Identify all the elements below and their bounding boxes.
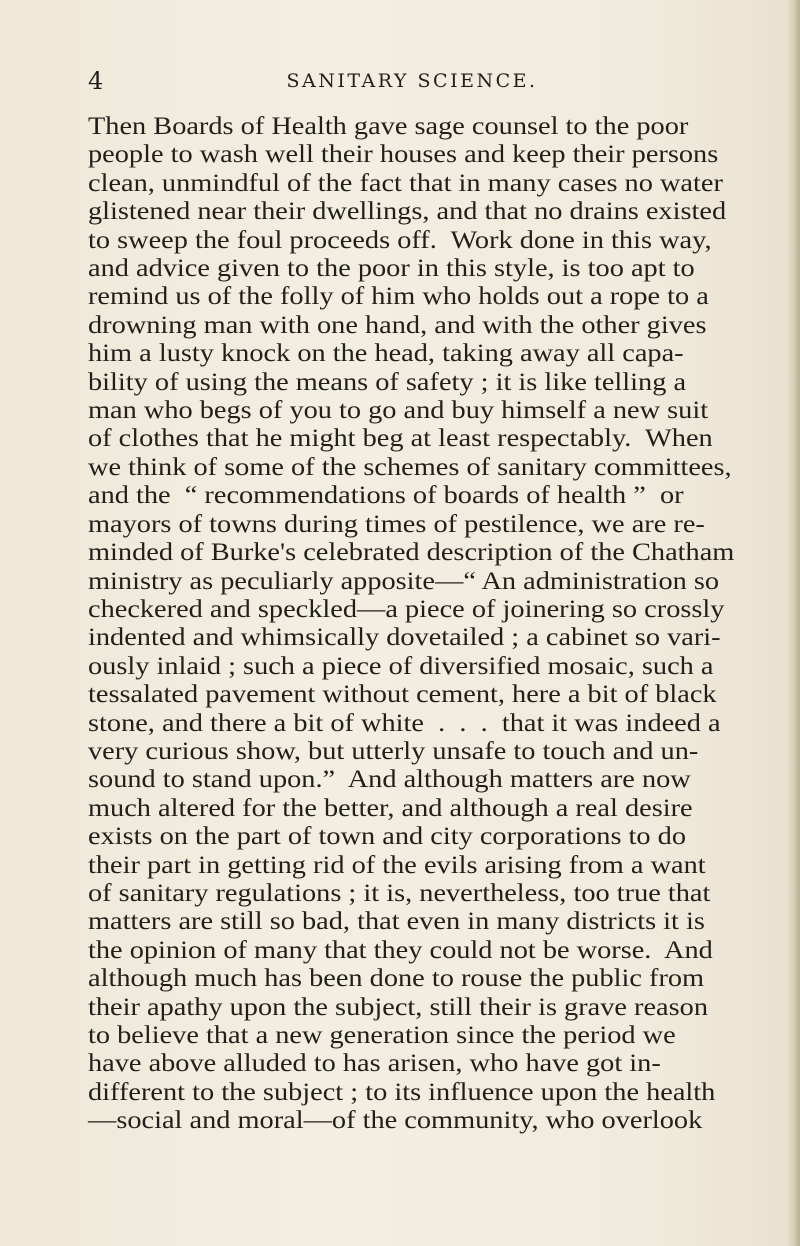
text-line: have above alluded to has arisen, who have got in- xyxy=(88,1049,661,1078)
text-line: much altered for the better, and although a real desire xyxy=(88,793,693,822)
text-line: exists on the part of town and city corporations to do xyxy=(88,822,687,851)
body-text xyxy=(88,112,736,1135)
text-line: stone, and there a bit of white . . . that it was indeed a xyxy=(88,708,721,737)
text-line: ously inlaid ; such a piece of diversified mosaic, such a xyxy=(88,651,714,680)
text-line: remind us of the folly of him who holds out a rope to a xyxy=(88,282,709,311)
running-title: SANITARY SCIENCE. xyxy=(286,70,538,92)
text-line: their part in getting rid of the evils arising from a want xyxy=(88,850,706,879)
running-header xyxy=(88,64,736,98)
text-line: and advice given to the poor in this style, is too apt to xyxy=(88,254,695,283)
text-line: the opinion of many that they could not be worse. And xyxy=(88,935,713,964)
text-line: different to the subject ; to its influence upon the health xyxy=(88,1077,716,1106)
text-line: people to wash well their houses and keep their persons xyxy=(88,140,719,169)
text-line: their apathy upon the subject, still their is grave reason xyxy=(88,992,709,1021)
text-line: checkered and speckled—a piece of joinering so crossly xyxy=(88,594,725,623)
text-line: drowning man with one hand, and with the other gives xyxy=(88,310,707,339)
text-line: Then Boards of Health gave sage counsel to the poor xyxy=(88,112,689,140)
text-line: we think of some of the schemes of sanitary committees, xyxy=(88,452,732,481)
text-line: of sanitary regulations ; it is, nevertheless, too true that xyxy=(88,878,711,907)
text-line: minded of Burke's celebrated description of the Chatham xyxy=(88,538,735,567)
text-line: man who begs of you to go and buy himself a new suit xyxy=(88,396,709,425)
text-line: bility of using the means of safety ; it is like telling a xyxy=(88,367,687,396)
text-line: matters are still so bad, that even in many districts it is xyxy=(88,907,705,936)
text-line: glistened near their dwellings, and that no drains existed xyxy=(88,197,727,226)
text-line: to sweep the foul proceeds off. Work done in this way, xyxy=(88,225,712,254)
text-line: him a lusty knock on the head, taking away all capa- xyxy=(88,339,684,368)
text-line: mayors of towns during times of pestilence, we are re- xyxy=(88,509,705,538)
text-line: and the “ recommendations of boards of health ” or xyxy=(88,481,684,510)
text-line: clean, unmindful of the fact that in many cases no water xyxy=(88,168,723,197)
text-line: of clothes that he might beg at least respectably. When xyxy=(88,424,713,453)
text-line: ministry as peculiarly apposite—“ An administration so xyxy=(88,566,720,595)
page-edge-shadow xyxy=(786,0,800,1246)
text-line: to believe that a new generation since the period we xyxy=(88,1021,676,1049)
page-number: 4 xyxy=(88,67,104,95)
text-line: sound to stand upon.” And although matters are now xyxy=(88,765,691,794)
text-line: very curious show, but utterly unsafe to touch and un- xyxy=(88,736,699,765)
text-line: —social and moral—of the community, who overlook xyxy=(88,1106,703,1135)
text-line: although much has been done to rouse the public from xyxy=(88,964,705,993)
text-line: indented and whimsically dovetailed ; a cabinet so vari- xyxy=(88,623,721,652)
text-line: tessalated pavement without cement, here a bit of black xyxy=(88,680,717,709)
